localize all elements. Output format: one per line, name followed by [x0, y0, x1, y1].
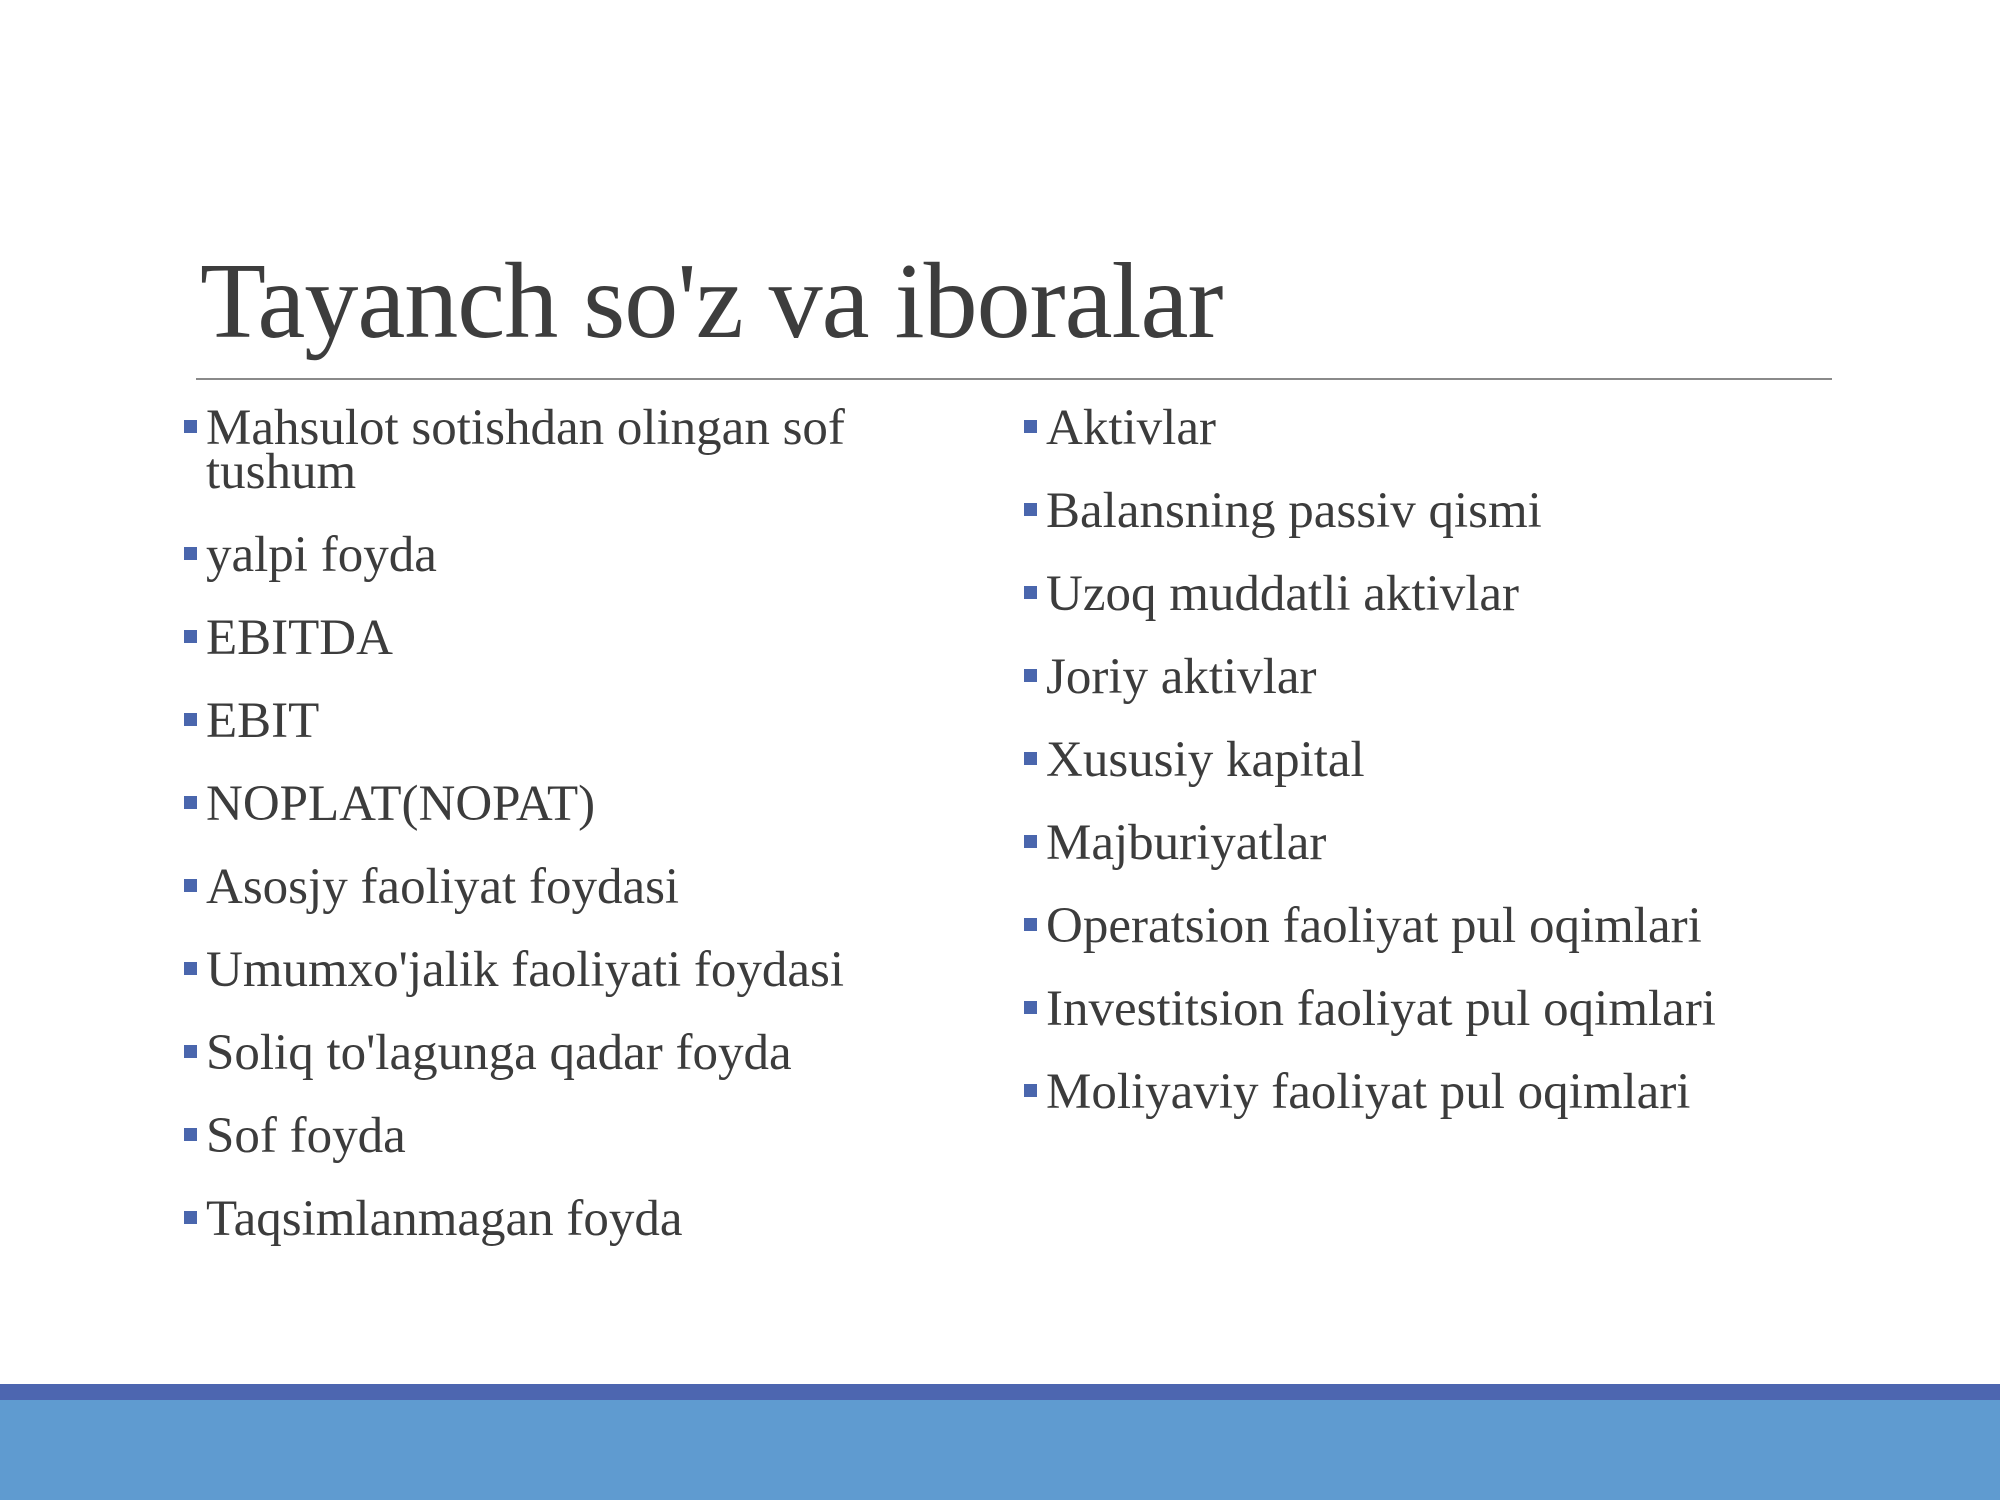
square-bullet-icon: [1024, 752, 1037, 765]
square-bullet-icon: [1024, 918, 1037, 931]
list-item: [182, 1104, 902, 1187]
list-item-text: Joriy aktivlar: [1046, 649, 1317, 705]
square-bullet-icon: [184, 1045, 197, 1058]
list-item: [182, 1187, 902, 1270]
left-bullet-list: [182, 396, 902, 1270]
square-bullet-icon: [184, 547, 197, 560]
list-item: [1022, 479, 1842, 562]
list-item: [1022, 728, 1842, 811]
square-bullet-icon: [1024, 586, 1037, 599]
list-item: [182, 606, 902, 689]
footer-stripe: [0, 1384, 2000, 1400]
list-item: [182, 1021, 902, 1104]
list-item-text: Xususiy kapital: [1046, 732, 1365, 788]
square-bullet-icon: [1024, 1001, 1037, 1014]
title-divider: [196, 378, 1832, 380]
list-item-text: Majburiyatlar: [1046, 815, 1327, 871]
list-item: [182, 396, 902, 523]
list-item-text: EBIT: [206, 693, 320, 749]
square-bullet-icon: [184, 796, 197, 809]
list-item-text: NOPLAT(NOPAT): [206, 776, 596, 832]
list-item: [182, 855, 902, 938]
square-bullet-icon: [184, 879, 197, 892]
list-item-text: Moliyaviy faoliyat pul oqimlari: [1046, 1064, 1691, 1120]
list-item-text: yalpi foyda: [206, 527, 437, 583]
list-item: [1022, 977, 1842, 1060]
square-bullet-icon: [184, 1211, 197, 1224]
list-item: [182, 772, 902, 855]
slide-title: Tayanch so'z va iboralar: [200, 242, 1223, 361]
list-item-text: Soliq to'lagunga qadar foyda: [206, 1025, 792, 1081]
square-bullet-icon: [1024, 835, 1037, 848]
square-bullet-icon: [184, 420, 197, 433]
list-item: [1022, 645, 1842, 728]
right-bullet-list: [1022, 396, 1842, 1143]
list-item: [1022, 1060, 1842, 1143]
square-bullet-icon: [184, 1128, 197, 1141]
list-item-text: Aktivlar: [1046, 400, 1216, 456]
square-bullet-icon: [184, 630, 197, 643]
list-item: [1022, 894, 1842, 977]
list-item: [182, 523, 902, 606]
list-item: [182, 938, 902, 1021]
square-bullet-icon: [184, 713, 197, 726]
square-bullet-icon: [1024, 420, 1037, 433]
list-item-text: Taqsimlanmagan foyda: [206, 1191, 683, 1247]
list-item: [1022, 811, 1842, 894]
square-bullet-icon: [184, 962, 197, 975]
list-item-text: Uzoq muddatli aktivlar: [1046, 566, 1520, 622]
list-item-text: Asosjy faoliyat foydasi: [206, 859, 680, 915]
list-item-text: Umumxo'jalik faoliyati foydasi: [206, 942, 845, 998]
list-item: [1022, 562, 1842, 645]
list-item-text: Investitsion faoliyat pul oqimlari: [1046, 981, 1716, 1037]
square-bullet-icon: [1024, 1084, 1037, 1097]
list-item: [182, 689, 902, 772]
list-item-text: EBITDA: [206, 610, 393, 666]
footer-band: [0, 1400, 2000, 1500]
list-item-text: Mahsulot sotishdan olingan sof tushum: [206, 400, 845, 500]
list-item: [1022, 396, 1842, 479]
list-item-text: Operatsion faoliyat pul oqimlari: [1046, 898, 1702, 954]
square-bullet-icon: [1024, 503, 1037, 516]
list-item-text: Balansning passiv qismi: [1046, 483, 1542, 539]
square-bullet-icon: [1024, 669, 1037, 682]
list-item-text: Sof foyda: [206, 1108, 406, 1164]
